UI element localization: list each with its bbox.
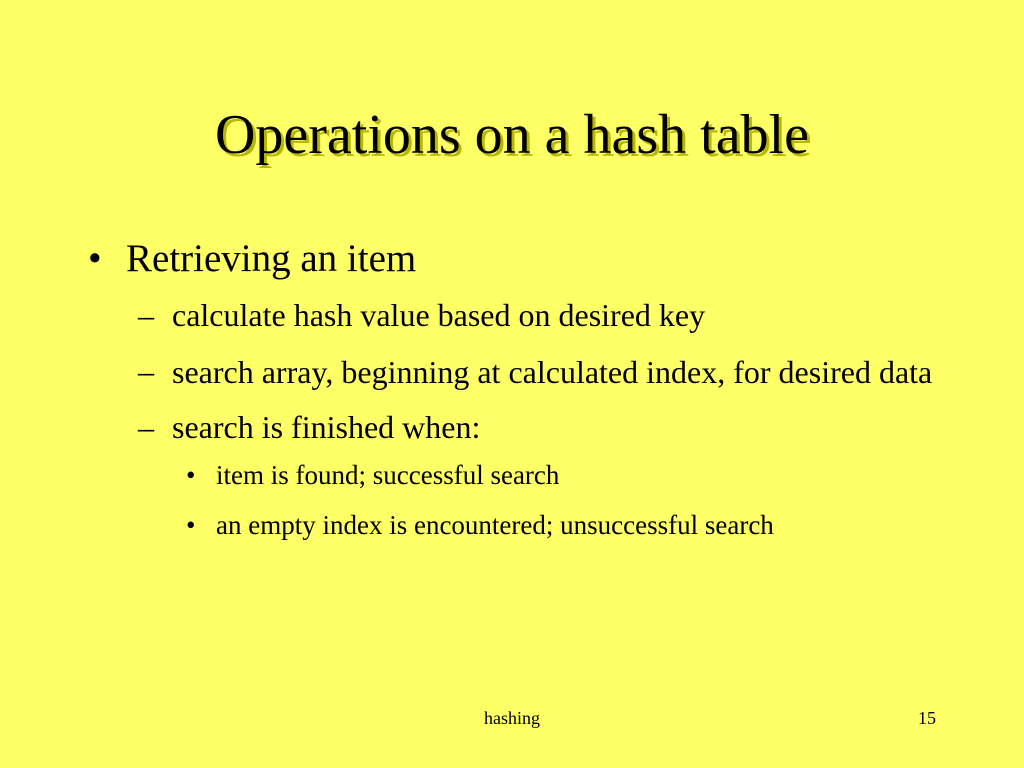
bullet-marker: • bbox=[186, 510, 196, 540]
subbullet-search-finished bbox=[138, 406, 948, 448]
subsubbullet-item-found bbox=[186, 458, 948, 492]
subbullet-text: search array, beginning at calculated index, for desired data bbox=[172, 354, 933, 390]
subbullet-text: calculate hash value based on desired key bbox=[172, 297, 706, 333]
dash-marker: – bbox=[138, 409, 154, 445]
subsubbullet-empty-index bbox=[186, 508, 948, 542]
bullet-marker: • bbox=[186, 460, 196, 490]
slide-title: Operations on a hash table bbox=[214, 104, 810, 166]
bullet-marker: • bbox=[88, 237, 102, 280]
subbullet-search-array bbox=[138, 350, 948, 394]
subsubbullet-text: an empty index is encountered; unsuccessful search bbox=[216, 510, 774, 540]
subsubbullet-text: item is found; successful search bbox=[216, 460, 560, 490]
subbullet-calculate-hash bbox=[138, 294, 948, 336]
slide-content bbox=[88, 236, 948, 542]
dash-marker: – bbox=[138, 297, 154, 333]
page-number: 15 bbox=[918, 708, 936, 728]
dash-marker: – bbox=[138, 353, 154, 389]
subbullet-text: search is finished when: bbox=[172, 409, 481, 445]
bullet-retrieving-item bbox=[88, 236, 948, 282]
bullet-text: Retrieving an item bbox=[126, 237, 417, 280]
footer-label: hashing bbox=[484, 708, 540, 728]
